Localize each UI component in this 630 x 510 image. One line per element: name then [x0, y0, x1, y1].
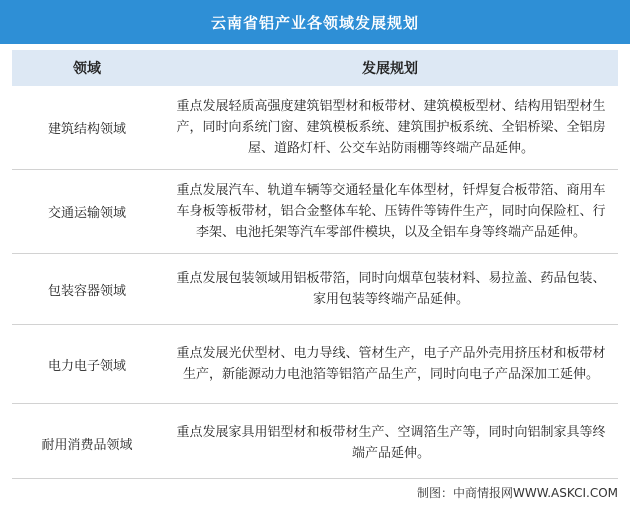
table-header — [12, 50, 618, 86]
table-row — [12, 86, 618, 170]
row-plan: 重点发展光伏型材、电力导线、管材生产，电子产品外壳用挤压材和板带材生产，新能源动力电池箔等铝箔产品生产，同时向电子产品深加工延伸。 — [176, 346, 606, 382]
table-row — [12, 404, 618, 482]
row-plan: 重点发展家具用铝型材和板带材生产、空调箔生产等，同时向铝制家具等终端产品延伸。 — [176, 425, 606, 461]
table-row — [12, 325, 618, 404]
row-field: 包装容器领域 — [47, 283, 126, 299]
document-title: 云南省铝产业各领域发展规划 — [210, 13, 419, 32]
row-plan: 重点发展轻质高强度建筑铝型材和板带材、建筑模板型材、结构用铝型材生产，同时向系统门窗、建筑模板系统、建筑围护板系统、全铝桥梁、全铝房屋、道路灯杆、公交车站防雨棚等终端产品延伸。 — [176, 99, 606, 156]
table-row — [12, 170, 618, 254]
table-body — [12, 86, 618, 482]
table-row — [12, 254, 618, 325]
row-field: 交通运输领域 — [47, 206, 126, 221]
header-field: 领域 — [73, 61, 101, 77]
footer-divider — [12, 478, 618, 479]
row-plan: 重点发展汽车、轨道车辆等交通轻量化车体型材，钎焊复合板带箔、商用车车身板等板带材，铝合金整体车轮、压铸件等铸件生产，同时向保险杠、行李架、电池托架等汽车零部件模块，以及全铝车身等终端产品延伸。 — [176, 183, 606, 240]
row-field: 建筑结构领域 — [47, 122, 126, 137]
header-plan: 发展规划 — [362, 61, 418, 77]
row-plan: 重点发展包装领域用铝板带箔，同时向烟草包装材料、易拉盖、药品包装、家用包装等终端产品延伸。 — [176, 271, 606, 307]
row-field: 耐用消费品领域 — [41, 437, 133, 453]
footer-credit: 制图：中商情报网WWW.ASKCI.COM — [417, 485, 618, 500]
title-bar — [0, 0, 630, 44]
row-field: 电力电子领域 — [47, 358, 126, 374]
